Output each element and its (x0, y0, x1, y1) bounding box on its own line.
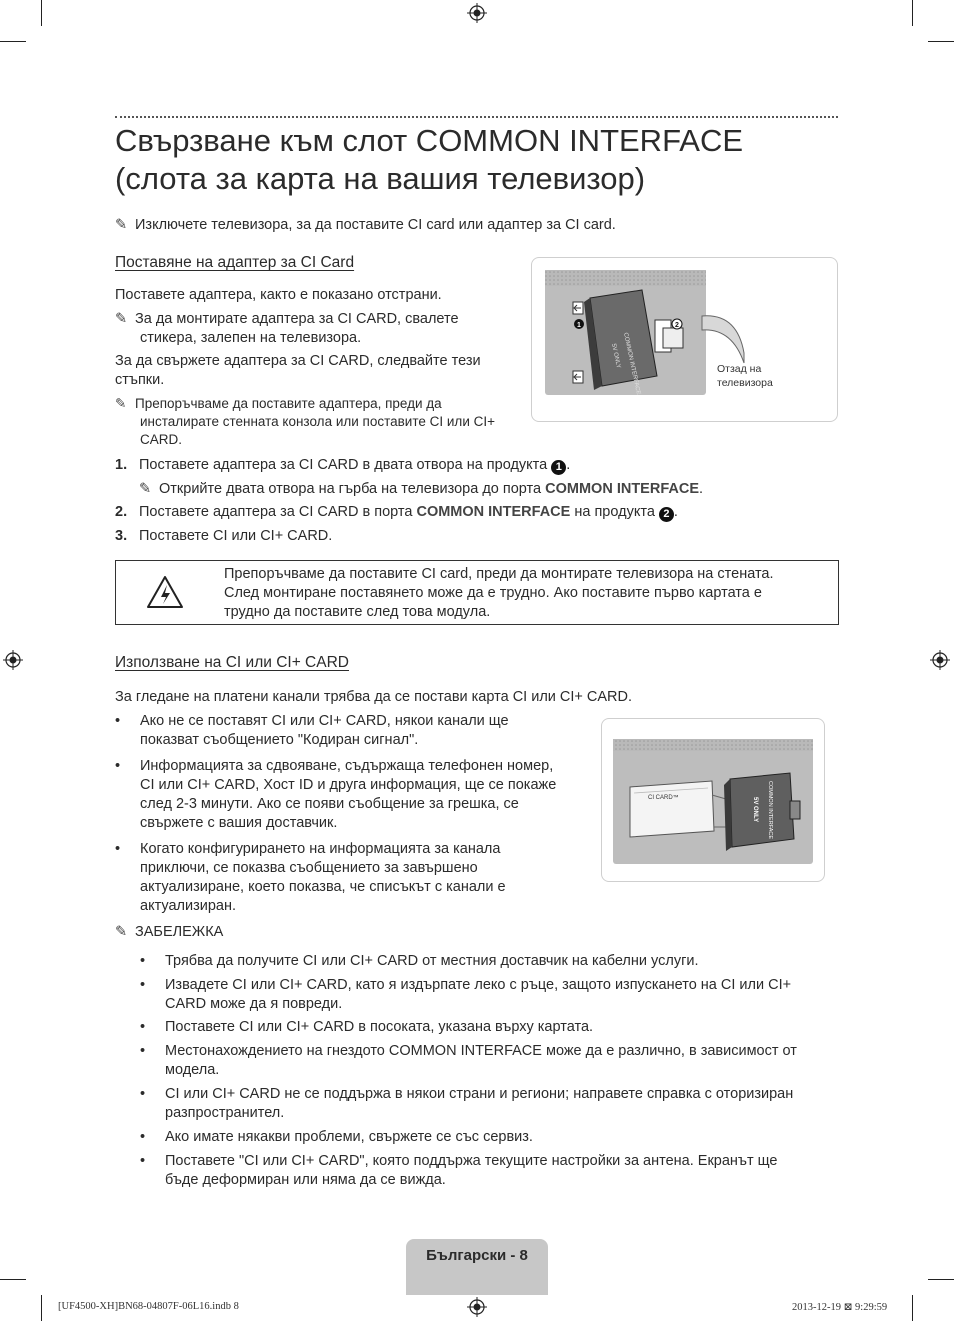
crop-mark (912, 1295, 913, 1321)
step-3: 3. Поставете CI или CI+ CARD. (115, 528, 333, 544)
list-item: • Извадете CI или CI+ CARD, като я издърпате леко с ръце, защото изпускането на CI или CI+ CARD може да я повреди. (140, 977, 792, 1012)
list-item: • Когато конфигурирането на информацията за канала приключи, се показва съобщението за завършено актуализиране, което показва, че списъкът с канали е актуализиран. (115, 841, 506, 914)
section2-intro: За гледане на платени канали трябва да се постави карта CI или CI+ CARD. (115, 689, 633, 705)
section-heading-ci-card: Използване на CI или CI+ CARD (115, 654, 349, 671)
pencil-icon: ✎ (139, 481, 152, 497)
adapter-voltage-text: 5V ONLY (610, 343, 622, 369)
print-slug-left: [UF4500-XH]BN68-04807F-06L16.indb 8 (58, 1301, 239, 1312)
step-2: 2. Поставете адаптера за CI CARD в порта COMMON INTERFACE на продукта 2 . (115, 504, 678, 520)
adapter-label-text: COMMON INTERFACE (622, 332, 642, 396)
figure-adapter-insertion (531, 257, 838, 422)
title-line-1: Свързване към слот COMMON INTERFACE (115, 123, 744, 158)
registration-mark-icon (467, 1297, 487, 1317)
step-1: 1. Поставете адаптера за CI CARD в двата отвора на продукта 1 . (115, 457, 571, 473)
print-slug-right: 2013-12-19 ⊠ 9:29:59 (792, 1302, 888, 1313)
registration-mark-icon (3, 650, 23, 670)
list-item: • Ако имате някакви проблеми, свържете се със сервиз. (140, 1129, 533, 1145)
marker-1-icon: 1 (551, 460, 566, 475)
section1-note-2: ✎ Препоръчваме да поставите адаптера, преди да инсталирате стенната конзола или поставите CI или CI+ CARD. (115, 396, 495, 447)
title-line-2: (слота за карта на вашия телевизор) (115, 161, 646, 196)
caution-text: Препоръчваме да поставите CI card, преди да монтирате телевизора на стената. След монтиране поставянето може да е трудно. Ако поставите първо картата е трудно да поставите след това модула. (224, 566, 774, 620)
list-item: • Трябва да получите CI или CI+ CARD от местния доставчик на кабелни услуги. (140, 953, 699, 969)
step-1-note: ✎ Открийте двата отвора на гърба на телевизора до порта COMMON INTERFACE. (139, 481, 704, 497)
figure-card-insertion (601, 718, 825, 882)
intro-note-text: Изключете телевизора, за да поставите CI card или адаптер за CI card. (135, 217, 616, 233)
notes-heading: ✎ ЗАБЕЛЕЖКА (115, 924, 224, 940)
page-title (115, 122, 743, 198)
list-item: • Местонахождението на гнездото COMMON INTERFACE може да е различно, в зависимост от модела. (140, 1043, 797, 1078)
figure-marker-2: 2 (675, 322, 679, 329)
module-voltage-text: 5V ONLY (752, 797, 758, 823)
module-label-text: COMMON INTERFACE (767, 781, 773, 840)
warning-icon (146, 575, 184, 609)
list-item: • Поставете "CI или CI+ CARD", която поддържа текущите настройки за антена. Екранът ще бъде деформиран или няма да се вижда. (140, 1153, 778, 1188)
list-item: • Информацията за сдвояване, съдържаща телефонен номер, CI или CI+ CARD, Хост ID и друга информация, ще се покаже след 2-3 минути. Ако се появи съобщение за грешка, се свържете с вашия доставчик. (115, 758, 557, 831)
crop-mark (0, 1279, 26, 1280)
registration-mark-icon (930, 650, 950, 670)
list-item: • CI или CI+ CARD не се поддържа в някои страни и региони; направете справка с оторизиран разпространител. (140, 1086, 794, 1121)
caution-box (115, 560, 839, 625)
section1-paragraph-2: За да свържете адаптера за CI CARD, следвайте тези стъпки. (115, 353, 481, 388)
crop-mark (41, 0, 42, 26)
marker-2-icon: 2 (659, 507, 674, 522)
page-number: Български - 8 (426, 1247, 528, 1264)
pencil-icon: ✎ (115, 217, 128, 233)
section1-paragraph: Поставете адаптера, както е показано отстрани. (115, 287, 442, 303)
card-illustration (602, 719, 824, 881)
pencil-icon: ✎ (115, 396, 127, 411)
crop-mark (912, 0, 913, 26)
list-item: • Поставете CI или CI+ CARD в посоката, указана върху картата. (140, 1019, 594, 1035)
figure-label: Отзад на телевизора (717, 363, 773, 389)
section1-note-1: ✎ За да монтирате адаптера за CI CARD, свалете стикера, залепен на телевизора. (115, 311, 459, 346)
crop-mark (41, 1295, 42, 1321)
figure-marker-1: 1 (577, 322, 581, 329)
pencil-icon: ✎ (115, 924, 128, 940)
crop-mark (928, 1279, 954, 1280)
crop-mark (0, 41, 26, 42)
title-rule (115, 116, 838, 118)
registration-mark-icon (467, 3, 487, 23)
pencil-icon: ✎ (115, 311, 128, 327)
page-number-tab (406, 1239, 548, 1295)
crop-mark (928, 41, 954, 42)
list-item: • Ако не се поставят CI или CI+ CARD, някои канали ще показват съобщението "Кодиран сигнал". (115, 713, 509, 748)
adapter-illustration (532, 258, 837, 421)
intro-note (115, 216, 616, 235)
ci-card-label: CI CARD™ (648, 795, 679, 801)
section-heading-adapter: Поставяне на адаптер за CI Card (115, 254, 355, 271)
